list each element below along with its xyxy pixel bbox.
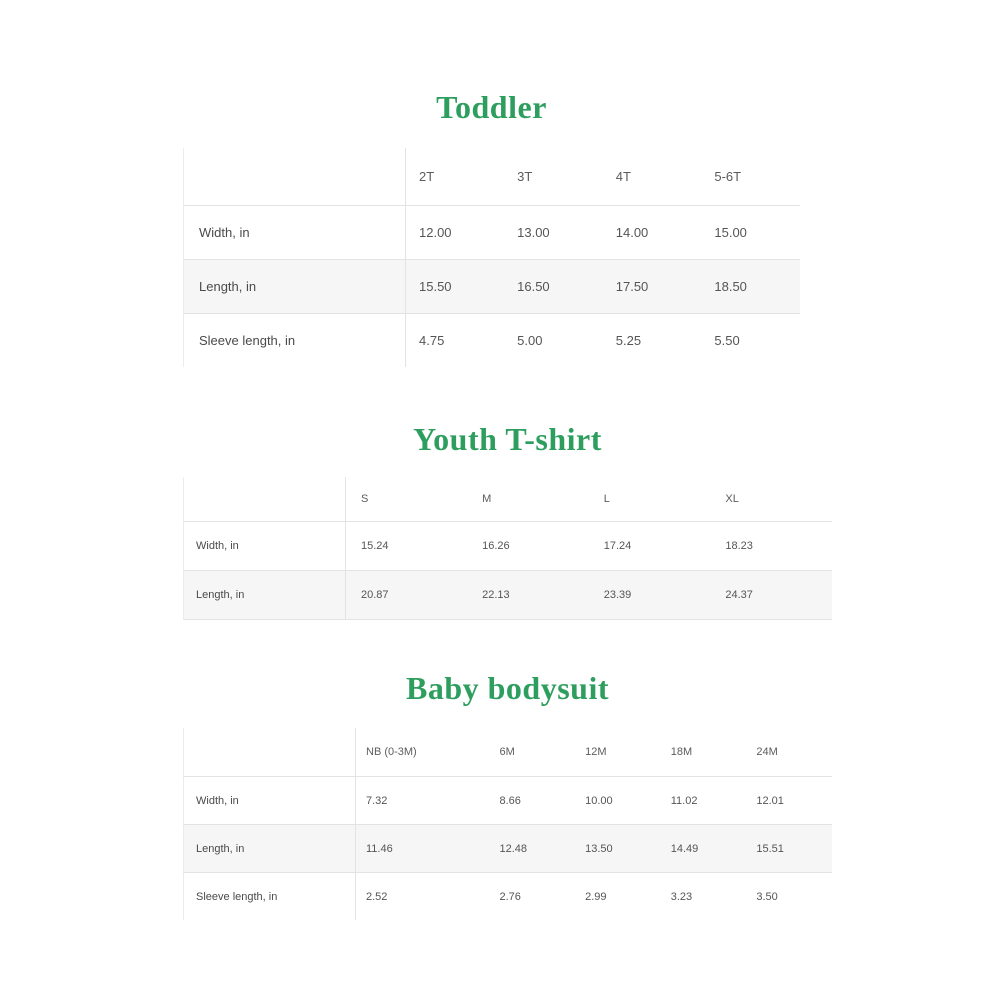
size-value: 15.24 <box>361 540 389 552</box>
size-value: 10.00 <box>585 794 613 807</box>
size-value: 17.50 <box>615 279 649 294</box>
size-value: 20.87 <box>361 589 389 601</box>
size-section <box>183 420 832 620</box>
size-value: 5.25 <box>615 333 642 348</box>
size-value: 14.49 <box>670 842 699 855</box>
header-row <box>184 148 801 206</box>
table-row <box>184 260 801 314</box>
column-header: 3T <box>517 169 533 184</box>
corner-cell <box>184 148 406 206</box>
table-row <box>184 314 801 368</box>
size-value: 3.23 <box>670 890 693 903</box>
size-value: 15.50 <box>419 279 452 294</box>
row-label: Sleeve length, in <box>184 873 356 921</box>
size-value: 11.46 <box>366 842 393 855</box>
size-value: 5.50 <box>714 333 740 348</box>
size-value: 15.00 <box>714 225 747 240</box>
header-row <box>184 477 833 522</box>
table-row <box>184 825 833 873</box>
section-title: Youth T-shirt <box>413 421 602 457</box>
table-row <box>184 777 833 825</box>
column-header: 5-6T <box>714 169 742 184</box>
table-row <box>184 522 833 571</box>
column-header: S <box>361 493 369 505</box>
row-label: Length, in <box>184 571 346 620</box>
table-body <box>184 522 833 620</box>
size-value: 13.00 <box>517 225 550 240</box>
size-value: 2.99 <box>585 890 607 903</box>
row-label: Width, in <box>184 777 356 825</box>
size-value: 12.48 <box>499 842 528 855</box>
size-value: 4.75 <box>419 333 445 348</box>
column-header: M <box>482 493 492 505</box>
size-value: 12.01 <box>756 794 784 807</box>
size-value: 16.50 <box>517 279 550 294</box>
size-value: 3.50 <box>756 890 778 903</box>
column-header: NB (0-3M) <box>366 746 417 758</box>
table-header <box>184 728 833 777</box>
table-header <box>184 148 801 206</box>
size-value: 2.52 <box>366 890 388 903</box>
column-header: 12M <box>585 746 607 758</box>
size-value: 22.13 <box>482 589 510 601</box>
row-label: Width, in <box>184 206 406 260</box>
column-header: 24M <box>756 746 778 758</box>
row-label: Width, in <box>184 522 346 571</box>
size-value: 7.32 <box>366 794 388 807</box>
size-value: 17.24 <box>603 540 632 552</box>
size-value: 18.50 <box>714 279 747 294</box>
row-label: Length, in <box>184 825 356 873</box>
size-value: 18.23 <box>725 540 753 552</box>
size-table <box>183 728 832 920</box>
column-header: XL <box>725 493 739 505</box>
row-label: Sleeve length, in <box>184 314 406 368</box>
size-value: 13.50 <box>585 842 613 855</box>
size-value: 16.26 <box>482 540 510 552</box>
table-row <box>184 873 833 921</box>
size-section <box>183 88 800 367</box>
section-title: Toddler <box>436 89 547 125</box>
table-body <box>184 206 801 368</box>
column-header: 2T <box>419 169 435 184</box>
column-header: 6M <box>499 746 515 758</box>
size-value: 24.37 <box>725 589 753 601</box>
header-row <box>184 728 833 777</box>
size-section <box>183 669 832 920</box>
row-label: Length, in <box>184 260 406 314</box>
size-value: 11.02 <box>670 794 698 807</box>
table-row <box>184 571 833 620</box>
table-header <box>184 477 833 522</box>
column-header: 4T <box>615 169 631 184</box>
corner-cell <box>184 728 356 777</box>
column-header: 18M <box>670 746 693 758</box>
corner-cell <box>184 477 346 522</box>
size-value: 15.51 <box>756 842 784 855</box>
size-value: 23.39 <box>603 589 632 601</box>
size-value: 14.00 <box>615 225 649 240</box>
size-value: 2.76 <box>499 890 521 903</box>
table-row <box>184 206 801 260</box>
section-title: Baby bodysuit <box>405 670 610 706</box>
table-body <box>184 777 833 921</box>
size-value: 5.00 <box>517 333 543 348</box>
size-table <box>183 148 800 367</box>
size-table <box>183 477 832 620</box>
size-value: 8.66 <box>499 794 521 807</box>
column-header: L <box>603 493 610 505</box>
size-value: 12.00 <box>419 225 452 240</box>
